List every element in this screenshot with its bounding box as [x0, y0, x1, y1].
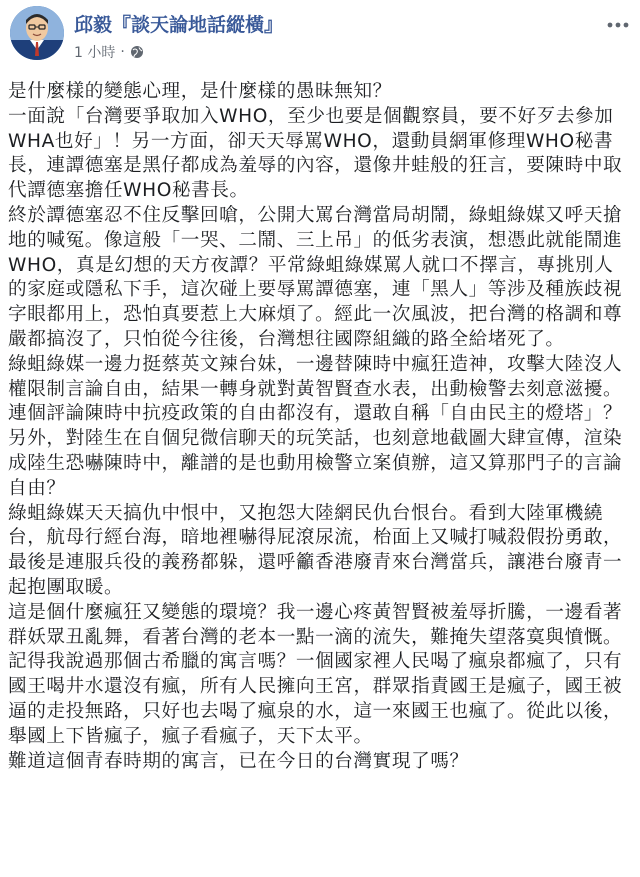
more-horizontal-icon[interactable] — [606, 16, 630, 28]
meta-separator: · — [120, 44, 125, 60]
post-paragraph: 難道這個青春時期的寓言，已在今日的台灣實現了嗎？ — [8, 750, 469, 772]
post-paragraph: 綠蛆綠媒一邊力挺蔡英文辣台妹，一邊替陳時中瘋狂造神，攻擊大陸沒人權限制言論自由，結果一轉身就對黃智賢查水表，出動檢警去刻意滋擾。連個評論陳時中抗疫政策的自由都沒有，還敢自稱「自由民主的燈塔」？另外，對陸生在自個兒微信聊天的玩笑話，也刻意地截圖大肆宣傳，渲染成陸生恐嚇陳時中，離譜的是也動用檢警立案偵辦，這又算那門子的言論自由？ — [8, 353, 623, 499]
post-paragraph: 終於譚德塞忍不住反擊回嗆，公開大罵台灣當局胡鬧，綠蛆綠媒又呼天搶地的喊冤。像這般「一哭、二鬧、三上吊」的低劣表演，想憑此就能鬧進WHO，真是幻想的天方夜譚？平常綠蛆綠媒罵人就口不擇言，專挑別人的家庭或隱私下手，這次碰上要辱罵譚德塞，連「黑人」等涉及種族歧視字眼都用上，恐怕真要惹上大麻煩了。經此一次風波，把台灣的格調和尊嚴都搞沒了，只怕從今往後，台灣想往國際組織的路全給堵死了。 — [8, 204, 623, 350]
post-paragraph: 是什麼樣的變態心理，是什麼樣的愚昧無知？ — [8, 81, 392, 102]
post-header — [0, 0, 640, 72]
avatar[interactable] — [10, 6, 64, 60]
author-name[interactable]: 邱毅『談天論地話縱橫』 — [74, 14, 284, 36]
post-paragraph: 一面說「台灣要爭取加入WHO，至少也要是個觀察員，要不好歹去參加WHA也好」！另一方面，卻天天辱罵WHO，還動員網軍修理WHO秘書長，連譚德塞是黑仔都成為羞辱的內容，還像井蛙般的狂言，要陳時中取代譚德塞擔任WHO秘書長。 — [8, 105, 623, 202]
post-paragraph: 這是個什麼瘋狂又變態的環境？我一邊心疼黃智賢被羞辱折騰，一邊看著群妖眾丑亂舞，看著台灣的老本一點一滴的流失，難掩失望落寞與憤慨。記得我說過那個古希臘的寓言嗎？一個國家裡人民喝了瘋泉都瘋了，只有國王喝井水還沒有瘋，所有人民擁向王宮，群眾指責國王是瘋子，國王被逼的走投無路，只好也去喝了瘋泉的水，這一來國王也瘋了。從此以後，舉國上下皆瘋子，瘋子看瘋子，天下太平。 — [8, 601, 623, 747]
globe-icon[interactable] — [130, 45, 144, 59]
post-meta — [74, 42, 144, 62]
post-paragraph: 綠蛆綠媒天天搞仇中恨中，又抱怨大陸網民仇台恨台。看到大陸軍機繞台，航母行經台海，暗地裡嚇得屁滾尿流，枱面上又喊打喊殺假扮勇敢，最後是連服兵役的義務都躲，還呼籲香港廢青來台灣當兵，讓港台廢青一起抱團取暖。 — [8, 502, 623, 598]
post-timestamp[interactable]: 1 小時 — [74, 45, 116, 61]
post-body — [8, 80, 632, 774]
